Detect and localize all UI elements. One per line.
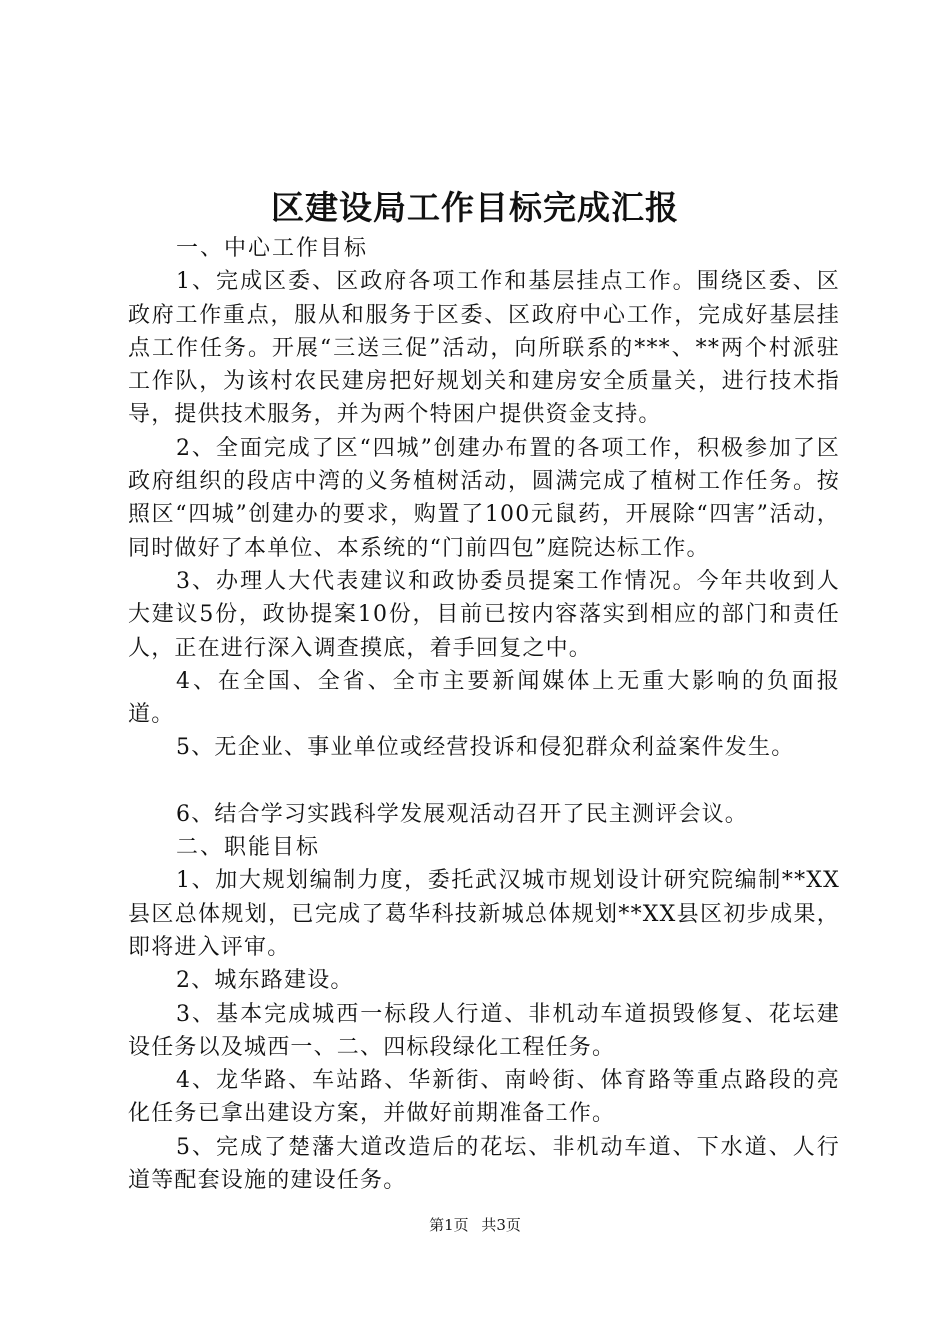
paragraph: 3、办理人大代表建议和政协委员提案工作情况。今年共收到人大建议5份，政协提案10份，目前已按内容落实到相应的部门和责任人，正在进行深入调查摸底，着手回复之中。 [128,568,840,661]
paragraph: 5、无企业、事业单位或经营投诉和侵犯群众利益案件发生。 [176,735,795,761]
paragraph: 1、完成区委、区政府各项工作和基层挂点工作。围绕区委、区政府工作重点，服从和服务于区委、区政府中心工作，完成好基层挂点工作任务。开展“三送三促”活动，向所联系的***、**两个村派驻工作队，为该村农民建房把好规划关和建房安全质量关，进行技术指导，提供技术服务，并为两个特困户提供资金支持。 [128,269,840,428]
document-title: 区建设局工作目标完成汇报 [271,188,679,227]
section-heading: 二、职能目标 [176,835,321,861]
paragraph: 5、完成了楚藩大道改造后的花坛、非机动车道、下水道、人行道等配套设施的建设任务。 [128,1134,840,1194]
paragraph: 2、全面完成了区“四城”创建办布置的各项工作，积极参加了区政府组织的段店中湾的义务植树活动，圆满完成了植树工作任务。按照区“四城”创建办的要求，购置了100元鼠药，开展除“四害”活动，同时做好了本单位、本系统的“门前四包”庭院达标工作。 [128,435,840,561]
page-footer [0,1214,950,1236]
paragraph: 4、龙华路、车站路、华新街、南岭街、体育路等重点路段的亮化任务已拿出建设方案，并做好前期准备工作。 [128,1068,840,1127]
paragraph: 4、在全国、全省、全市主要新闻媒体上无重大影响的负面报道。 [128,668,840,728]
paragraph: 2、城东路建设。 [176,968,354,994]
page-total: 共3页 [481,1216,521,1234]
section-heading: 一、中心工作目标 [176,236,369,261]
paragraph: 6、结合学习实践科学发展观活动召开了民主测评会议。 [176,801,748,827]
page-number: 第1页 [429,1216,469,1234]
paragraph: 1、加大规划编制力度，委托武汉城市规划设计研究院编制**XX县区总体规划，已完成了葛华科技新城总体规划**XX县区初步成果，即将进入评审。 [128,868,840,960]
blank-line [128,765,840,798]
document-body [128,232,840,1197]
paragraph: 3、基本完成城西一标段人行道、非机动车道损毁修复、花坛建设任务以及城西一、二、四标段绿化工程任务。 [128,1001,840,1060]
